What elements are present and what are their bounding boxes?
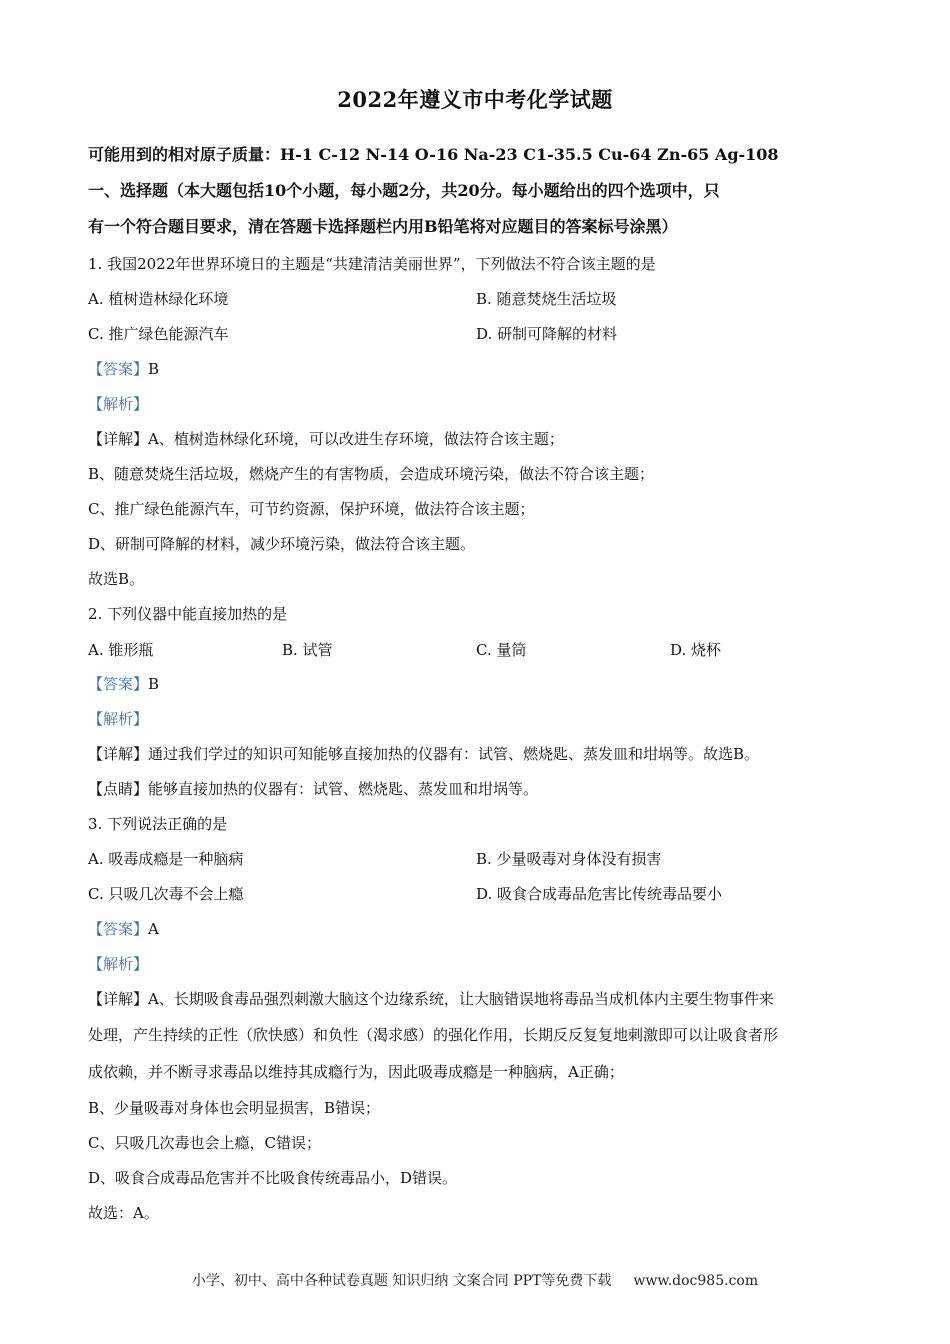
footer-url[interactable]: www.doc985.com: [633, 1273, 759, 1289]
q3-detail-line: C、只吸几次毒也会上瘾，C错误；: [88, 1134, 321, 1152]
q3-detail-line: B、少量吸毒对身体也会明显损害，B错误；: [88, 1099, 381, 1117]
footer-text: 小学、初中、高中各种试卷真题 知识归纳 文案合同 PPT等免费下载: [191, 1273, 612, 1289]
answer-tag: 【答案】: [88, 920, 149, 938]
section-heading-line1: 一、选择题（本大题包括10个小题，每小题2分，共20分。每小题给出的四个选项中，只: [88, 181, 720, 200]
q1-detail-line: D、研制可降解的材料，减少环境污染，做法符合该主题。: [88, 535, 476, 553]
q1-option-c: C. 推广绿色能源汽车: [88, 325, 229, 343]
detail-text: 通过我们学过的知识可知能够直接加热的仪器有：试管、燃烧匙、蒸发皿和坩埚等。故选B。: [148, 745, 760, 763]
q2-option-b: B. 试管: [282, 641, 333, 659]
answer-tag: 【答案】: [88, 675, 149, 693]
q3-answer: [88, 918, 159, 939]
section-heading-line2: 有一个符合题目要求，清在答题卡选择题栏内用B铅笔将对应题目的答案标号涂黑）: [88, 217, 678, 236]
q3-detail-line: 处理，产生持续的正性（欣快感）和负性（渴求感）的强化作用，长期反反复复地刺激即可以让吸食者形: [88, 1026, 779, 1044]
atomic-masses: 可能用到的相对原子质量：H-1 C-12 N-14 O-16 Na-23 C1-35.5 Cu-64 Zn-65 Ag-108: [88, 145, 779, 164]
detail-tag: 【详解】: [88, 990, 149, 1008]
q2-analysis-tag: 【解析】: [88, 710, 149, 728]
detail-text: A、植树造林绿化环境，可以改进生存环境，做法符合该主题；: [148, 430, 564, 448]
q1-detail-line: [88, 428, 564, 449]
page-footer: [0, 1270, 950, 1290]
q3-detail-line: [88, 988, 774, 1009]
q2-detail: [88, 743, 759, 764]
q2-answer: [88, 673, 159, 694]
q2-option-d: D. 烧杯: [670, 641, 722, 659]
answer-value: B: [148, 675, 160, 693]
q2-stem: 2. 下列仪器中能直接加热的是: [88, 605, 288, 623]
note-text: 能够直接加热的仪器有：试管、燃烧匙、蒸发皿和坩埚等。: [148, 780, 539, 798]
q3-option-c: C. 只吸几次毒不会上瘾: [88, 885, 244, 903]
q2-option-c: C. 量筒: [476, 641, 527, 659]
q1-option-a: A. 植树造林绿化环境: [88, 290, 229, 308]
q1-option-b: B. 随意焚烧生活垃圾: [476, 290, 617, 308]
q1-stem: 1. 我国2022年世界环境日的主题是“共建清洁美丽世界”，下列做法不符合该主题的是: [88, 255, 656, 273]
q3-stem: 3. 下列说法正确的是: [88, 815, 228, 833]
page-title: 2022年遵义市中考化学试题: [337, 87, 613, 112]
q2-note: [88, 778, 538, 799]
q1-analysis-tag: 【解析】: [88, 395, 149, 413]
q2-option-a: A. 锥形瓶: [88, 641, 154, 659]
answer-value: A: [148, 920, 159, 938]
q3-detail-line: D、吸食合成毒品危害并不比吸食传统毒品小，D错误。: [88, 1169, 458, 1187]
q1-detail-line: 故选B。: [88, 570, 145, 588]
answer-value: B: [148, 360, 160, 378]
q1-detail-line: C、推广绿色能源汽车，可节约资源，保护环境，做法符合该主题；: [88, 500, 535, 518]
q1-detail-line: B、随意焚烧生活垃圾，燃烧产生的有害物质，会造成环境污染，做法不符合该主题；: [88, 465, 655, 483]
q3-option-a: A. 吸毒成瘾是一种脑病: [88, 850, 244, 868]
q1-answer: [88, 358, 159, 379]
detail-tag: 【详解】: [88, 430, 149, 448]
note-tag: 【点睛】: [88, 780, 149, 798]
detail-text: A、长期吸食毒品强烈刺激大脑这个边缘系统，让大脑错误地将毒品当成机体内主要生物事件来: [148, 990, 774, 1008]
q3-detail-line: 成依赖，并不断寻求毒品以维持其成瘾行为，因此吸毒成瘾是一种脑病，A正确；: [88, 1063, 624, 1081]
answer-tag: 【答案】: [88, 360, 149, 378]
q3-analysis-tag: 【解析】: [88, 955, 149, 973]
q1-option-d: D. 研制可降解的材料: [476, 325, 618, 343]
detail-tag: 【详解】: [88, 745, 149, 763]
q3-detail-line: 故选：A。: [88, 1204, 159, 1222]
q3-option-d: D. 吸食合成毒品危害比传统毒品要小: [476, 885, 723, 903]
q3-option-b: B. 少量吸毒对身体没有损害: [476, 850, 662, 868]
